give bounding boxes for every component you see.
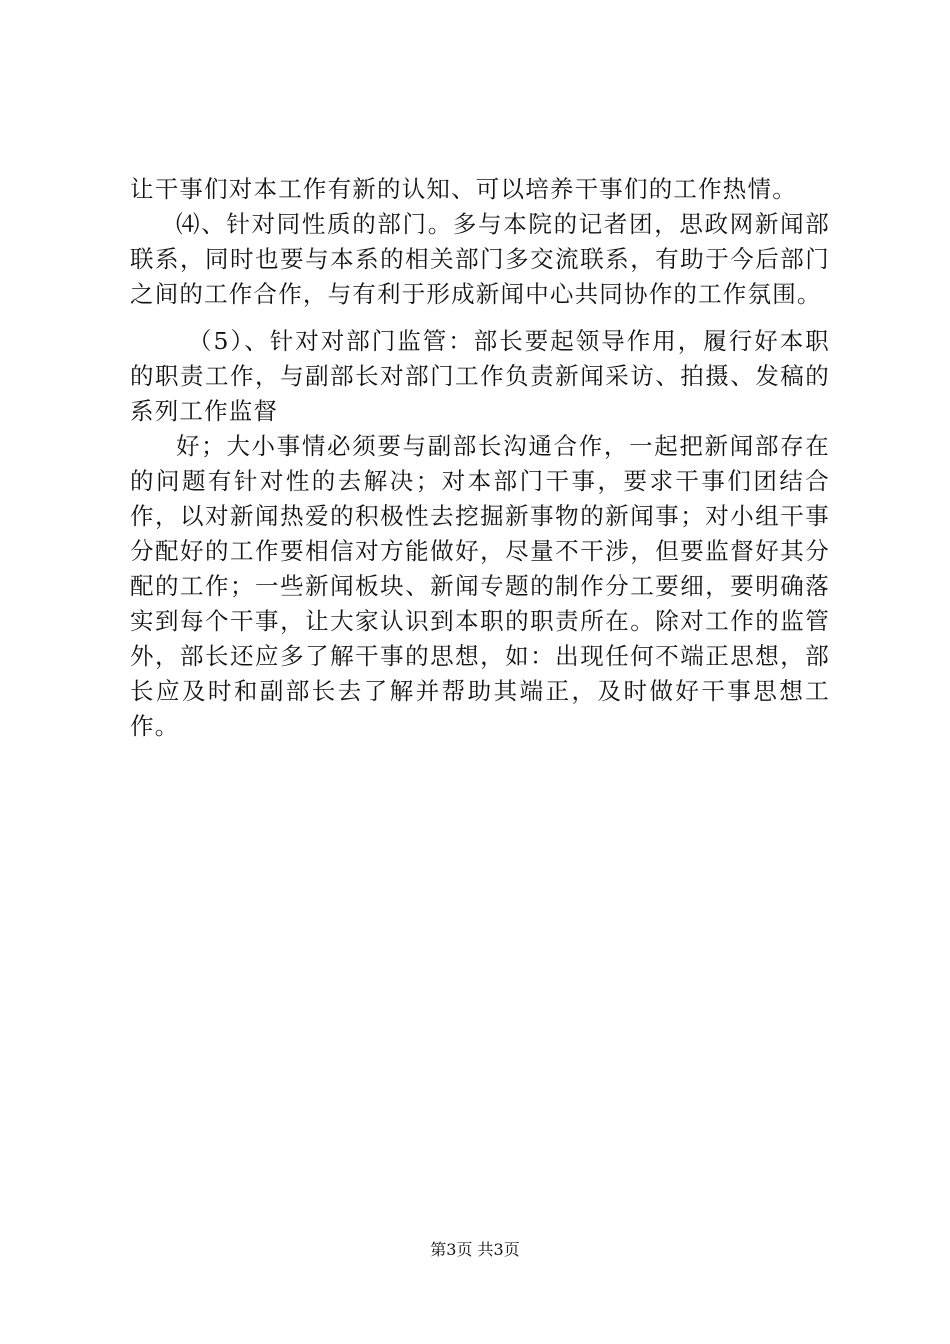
paragraph-item-4: ⑷、针对同性质的部门。多与本院的记者团，思政网新闻部联系，同时也要与本系的相关部门多交流联系，有助于今后部门之间的工作合作，与有利于形成新闻中心共同协作的工作氛围。 bbox=[130, 210, 830, 308]
paragraph-item-5-continued: 好；大小事情必须要与副部长沟通合作，一起把新闻部存在的问题有针对性的去解决；对本部门干事，要求干事们团结合作，以对新闻热爱的积极性去挖掘新事物的新闻事；对小组干事分配好的工作要相信对方能做好，尽量不干涉，但要监督好其分配的工作；一些新闻板块、新闻专题的制作分工要细，要明确落实到每个干事，让大家认识到本职的职责所在。除对工作的监管外，部长还应多了解干事的思想，如：出现任何不端正思想，部长应及时和副部长去了解并帮助其端正，及时做好干事思想工作。 bbox=[130, 432, 830, 740]
paragraph-continuation: 让干事们对本工作有新的认知、可以培养干事们的工作热情。 bbox=[130, 175, 797, 203]
document-body bbox=[130, 172, 830, 744]
page-footer: 第3页 共3页 bbox=[430, 1240, 520, 1259]
paragraph-item-5: （5）、针对对部门监管：部长要起领导作用，履行好本职的职责工作，与副部长对部门工作负责新闻采访、拍摄、发稿的系列工作监督 bbox=[130, 327, 830, 425]
